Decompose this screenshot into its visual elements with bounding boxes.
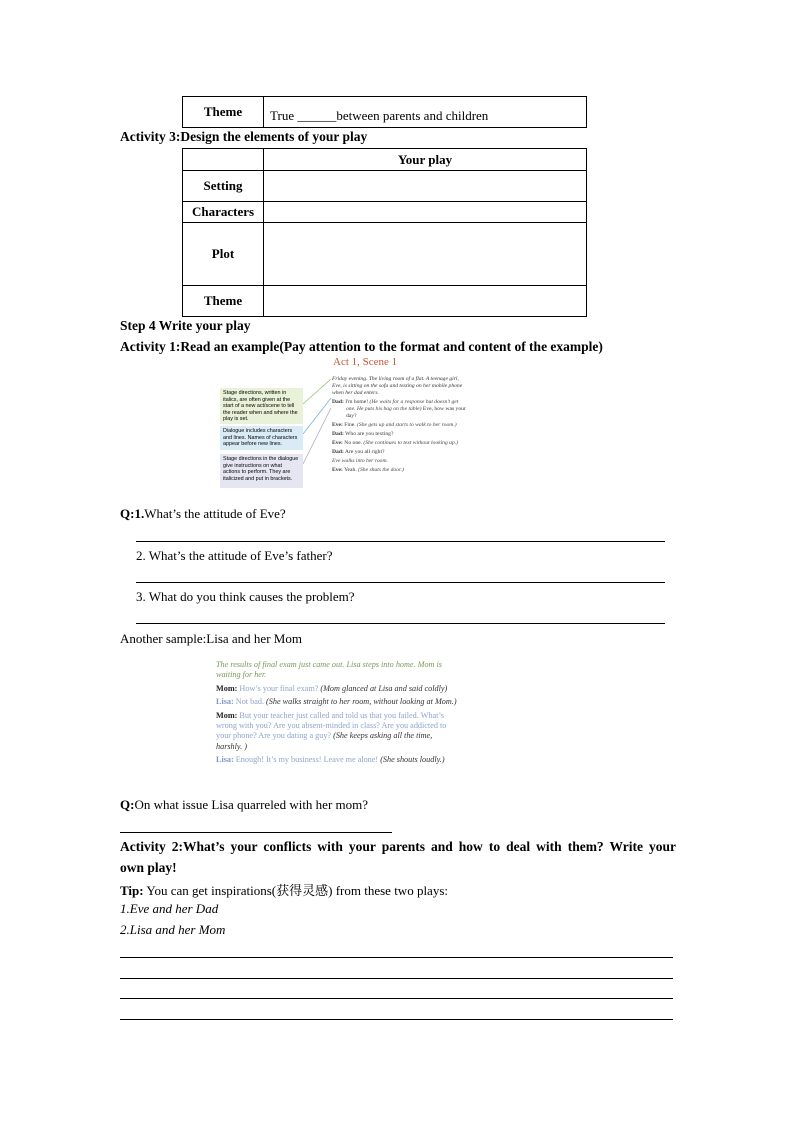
your-play-header: Your play	[264, 149, 587, 171]
line-text: But your teacher just called and told us that you failed. What’s wrong with you? Are you absent-minded in class? Are you addicted to your phone? Are you dating a guy?	[216, 710, 447, 741]
question-2: 2. What’s the attitude of Eve’s father?	[136, 548, 333, 563]
line-text: Who are you texting?	[345, 431, 394, 437]
step4-heading: Step 4 Write your play	[120, 318, 251, 333]
play-elements-table	[182, 148, 587, 317]
eve-script	[332, 376, 467, 474]
line-direction: (He waits for a response but doesn't get one. He puts his bag on the table)	[346, 399, 459, 412]
line-text: Not bad.	[233, 697, 267, 707]
note-dialogue: Dialogue includes characters and lines. Names of characters appear before new lines.	[220, 426, 303, 450]
note-brackets: Stage directions in the dialogue give instructions on what actions to perform. They are italicized and put in brackets.	[220, 454, 303, 488]
line-direction: (Mom glanced at Lisa and said coldly)	[320, 683, 448, 693]
speaker-name: Lisa:	[216, 697, 234, 707]
theme-value: True ______between parents and children	[264, 97, 587, 128]
speaker-name: Lisa:	[216, 755, 234, 765]
speaker-name: Mom:	[216, 683, 238, 693]
q1-number: 1.	[134, 506, 145, 521]
line-text: No one.	[344, 440, 364, 446]
answer-line-q1[interactable]	[136, 541, 665, 542]
activity2-line1: Activity 2:What’s your conflicts with your parents and how to deal with them? Write your	[120, 839, 676, 854]
speaker-name: Dad:	[332, 399, 344, 405]
example-figure-lisa	[216, 660, 459, 766]
characters-label: Characters	[183, 202, 264, 223]
setting-cell[interactable]	[264, 171, 587, 202]
eve-dialogue-line	[332, 458, 467, 465]
writing-line[interactable]	[120, 1019, 673, 1020]
line-text: How’s your final exam?	[237, 683, 321, 693]
line-direction: (She walks straight to her room, without looking at Mom.)	[266, 697, 457, 707]
tip-label: Tip:	[120, 883, 144, 898]
speaker-name: Eve:	[332, 422, 343, 428]
tip-item-2: 2.Lisa and her Mom	[120, 922, 226, 937]
tip-text: You can get inspirations(获得灵感) from these two plays:	[143, 883, 448, 898]
line-text: Are you all right?	[344, 449, 385, 455]
question-3: 3. What do you think causes the problem?	[136, 589, 355, 604]
answer-line-q2[interactable]	[136, 582, 665, 583]
eve-dialogue-line	[332, 467, 467, 474]
corner-cell	[183, 149, 264, 171]
characters-cell[interactable]	[264, 202, 587, 223]
theme-cell[interactable]	[264, 286, 587, 317]
note-stage-directions: Stage directions, written in italics, are often given at the start of a new act/scene to tell the reader when and where the play is set.	[220, 388, 303, 424]
tip-line	[120, 880, 448, 899]
eve-dialogue-line	[332, 422, 467, 429]
line-text: Enough! It’s my business! Leave me alone!	[233, 755, 381, 765]
connector-lines	[303, 376, 333, 486]
activity1-heading: Activity 1:Read an example(Pay attention to the format and content of the example)	[120, 339, 603, 354]
line-text: Yeah.	[344, 467, 359, 473]
answer-line-lisa[interactable]	[120, 832, 392, 833]
answer-line-q3[interactable]	[136, 623, 665, 624]
q-lisa-prefix: Q:	[120, 797, 135, 812]
speaker-name: Mom:	[216, 710, 238, 720]
writing-line[interactable]	[120, 998, 673, 999]
line-direction: (She shuts the door.)	[358, 467, 404, 473]
question-lisa	[120, 797, 368, 813]
activity3-heading: Activity 3:Design the elements of your play	[120, 129, 368, 144]
plot-label: Plot	[183, 223, 264, 286]
tip-item-1: 1.Eve and her Dad	[120, 901, 219, 916]
line-direction: (She continues to text without looking up.)	[363, 440, 459, 446]
speaker-name: Eve:	[332, 467, 343, 473]
line-text: I'm home!	[345, 399, 370, 405]
theme-label: Theme	[183, 97, 264, 128]
speaker-name: Eve:	[332, 440, 343, 446]
example-figure-eve	[218, 356, 473, 501]
line-direction: (She keeps asking all the time, harshly. )	[216, 731, 433, 751]
question-1	[120, 506, 286, 522]
speaker-name: Dad:	[332, 449, 344, 455]
eve-dialogue-line	[332, 449, 467, 456]
eve-dialogue-line	[332, 431, 467, 438]
line-direction: Eve walks into her room.	[332, 458, 388, 464]
eve-stage-direction: Friday evening. The living room of a flat. A teenage girl, Eve, is sitting on the sofa and texting on her mobile phone when her dad enters.	[332, 376, 463, 396]
line-direction: (She shouts loudly.)	[380, 755, 445, 765]
theme-row-label: Theme	[183, 286, 264, 317]
q-prefix: Q:	[120, 506, 135, 521]
another-sample-label: Another sample:Lisa and her Mom	[120, 631, 302, 646]
lisa-dialogue-line	[216, 697, 459, 707]
act-title: Act 1, Scene 1	[333, 356, 398, 368]
lisa-stage-direction: The results of final exam just came out. Lisa steps into home. Mom is waiting for her.	[216, 660, 442, 680]
lisa-dialogue-line	[216, 684, 459, 694]
writing-line[interactable]	[120, 978, 673, 979]
eve-dialogue-line	[332, 399, 467, 420]
plot-cell[interactable]	[264, 223, 587, 286]
lisa-dialogue-line	[216, 755, 459, 765]
writing-line[interactable]	[120, 957, 673, 958]
setting-label: Setting	[183, 171, 264, 202]
line-tail: Eve, how was your day?	[346, 406, 466, 419]
eve-dialogue-line	[332, 440, 467, 447]
line-text: Fine.	[344, 422, 358, 428]
activity2-line2: own play!	[120, 860, 177, 875]
q1-text: What’s the attitude of Eve?	[144, 506, 286, 521]
q-lisa-text: On what issue Lisa quarreled with her mom?	[134, 797, 369, 812]
line-direction: (She gets up and starts to walk to her room.)	[357, 422, 457, 428]
theme-table	[182, 96, 587, 128]
lisa-dialogue-line	[216, 711, 459, 753]
speaker-name: Dad:	[332, 431, 344, 437]
